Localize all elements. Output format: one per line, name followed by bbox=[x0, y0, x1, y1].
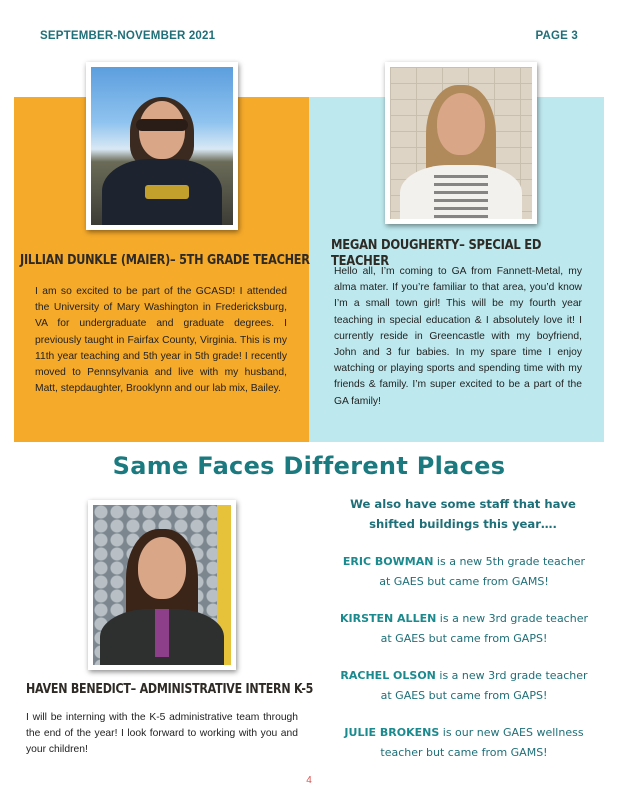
photo-jillian-dunkle bbox=[86, 62, 238, 230]
profile-name: JILLIAN DUNKLE (MAIER)– 5TH GRADE TEACHER bbox=[20, 252, 310, 268]
photo-megan-dougherty bbox=[385, 62, 537, 224]
staff-name: JULIE BROKENS bbox=[344, 726, 440, 739]
staff-move-item bbox=[336, 552, 592, 592]
profile-bio: I am so excited to be part of the GCASD! I attended the University of Mary Washington in Fredericksburg, VA for undergraduate and graduate degrees. I previously taught in Fairfax County, Virginia. This is my 11th year teaching and 5th year in 5th grade! I recently moved to Pennsylvania and live with my husband, Matt, stepdaughter, Brooklynn and our lab mix, Bailey. bbox=[35, 286, 287, 395]
staff-name: KIRSTEN ALLEN bbox=[339, 612, 437, 625]
staff-move-item bbox=[336, 723, 592, 763]
newsletter-date: SEPTEMBER-NOVEMBER 2021 bbox=[40, 30, 216, 42]
staff-move-item bbox=[336, 609, 592, 649]
staff-move-item bbox=[336, 666, 592, 706]
profile-name: MEGAN DOUGHERTY– SPECIAL ED TEACHER bbox=[331, 237, 542, 269]
staff-intro: We also have some staff that have shifted buildings this year…. bbox=[350, 497, 576, 531]
profile-name: HAVEN BENEDICT– ADMINISTRATIVE INTERN K-5 bbox=[26, 682, 314, 697]
page-label: PAGE 3 bbox=[535, 30, 578, 42]
photo-haven-benedict bbox=[88, 500, 236, 670]
staff-move-text: is a new 5th grade teacher at GAES but came from GAMS! bbox=[379, 555, 586, 588]
profile-bio: Hello all, I’m coming to GA from Fannett-Metal, my alma mater. If you’re familiar to that area, you’d know I’m a small town girl! This will be my fourth year teaching in special education & I absolutely love it! I currently reside in Greencastle with my boyfriend, John and 3 fur babies. In my spare time I enjoy watching or playing sports and spending time with my friends & family. I’m super excited to be a part of the GA family! bbox=[334, 266, 582, 407]
section-title: Same Faces Different Places bbox=[112, 452, 506, 480]
staff-move-text: is our new GAES wellness teacher but came from GAMS! bbox=[380, 726, 584, 759]
staff-move-text: is a new 3rd grade teacher at GAES but came from GAPS! bbox=[380, 669, 588, 702]
page-number: 4 bbox=[306, 775, 312, 786]
staff-name: ERIC BOWMAN bbox=[342, 555, 434, 568]
staff-move-text: is a new 3rd grade teacher at GAES but came from GAPS! bbox=[380, 612, 588, 645]
staff-name: RACHEL OLSON bbox=[340, 669, 436, 682]
profile-bio: I will be interning with the K-5 administrative team through the end of the year! I look forward to working with you and your children! bbox=[26, 712, 298, 756]
